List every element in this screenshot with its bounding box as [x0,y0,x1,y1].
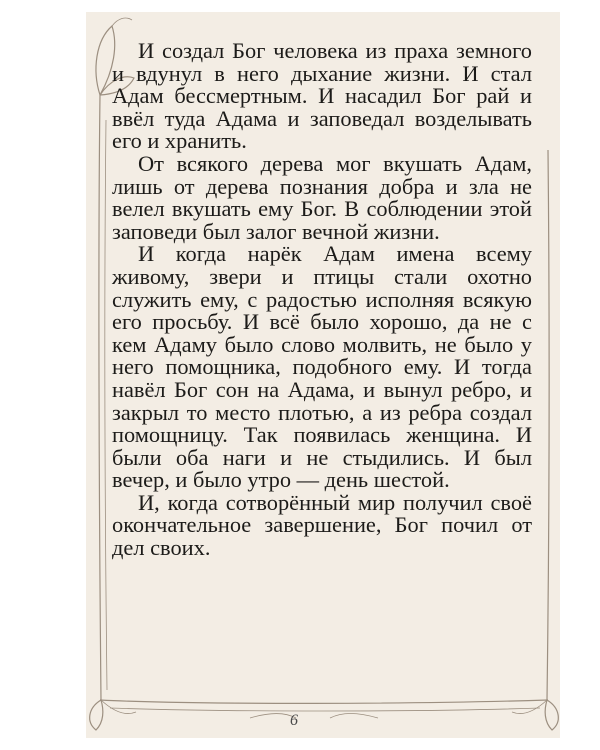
page-number: 6 [290,712,298,729]
bottom-center-flourish [250,714,378,719]
bottom-border-line-inner [110,708,540,711]
floral-ornament-bottom-left [90,700,103,730]
bottom-border-line [100,700,548,703]
paragraph-rest: И, когда сотворённый мир получил своё окончательное завершение, Бог почил от дел своих. [112,489,532,561]
right-border-line [547,150,549,700]
left-border-line [99,95,101,700]
floral-ornament-bottom-right [545,700,558,730]
left-border-line-inner [105,120,107,690]
paragraph-tree-of-knowledge: От всякого дерева мог вкушать Адам, лишь от дерева познания добра и зла не велел вкушать ему Бог. В соблюдении этой заповеди был залог вечной жизни. [112,150,532,244]
paragraph-creation: И создал Бог человека из праха земного и вдунул в него дыхание жизни. И стал Адам бессмертным. И насадил Бог рай и ввёл туда Адама и заповедал возделывать его и хранить. [112,38,532,154]
main-text [112,40,532,560]
paragraph-adam-and-woman: И когда нарёк Адам имена всему живому, звери и птицы стали охотно служить ему, с радостью исполняя всякую его просьбу. И всё было хорошо, да не с кем Адаму было слово молвить, не было у него помощника, подобного ему. И тогда навёл Бог сон на Адама, и вынул ребро, и закрыл то место плотью, а из ребра создал помощницу. Так появилась женщина. И были оба наги и не стыдились. И был вечер, и было утро — день шестой. [112,241,532,493]
